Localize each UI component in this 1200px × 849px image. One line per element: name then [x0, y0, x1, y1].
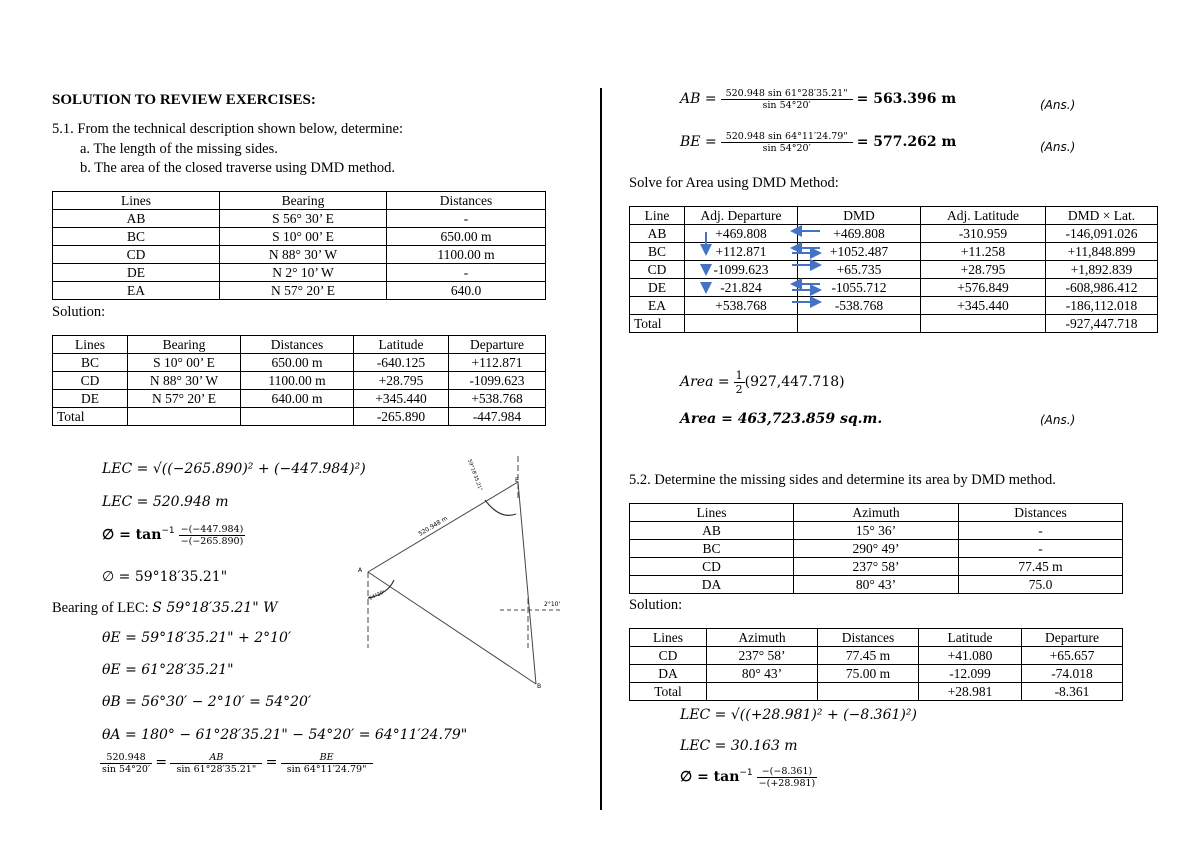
- cell: Total: [630, 315, 685, 333]
- cell: -265.890: [354, 408, 449, 426]
- cell: +469.808: [798, 225, 921, 243]
- cell: +538.768: [685, 297, 798, 315]
- answer-tag-be: (Ans.): [1040, 140, 1076, 154]
- table-row: [53, 372, 546, 390]
- column-divider: [600, 88, 602, 810]
- eq-area-result: Area = 463,723.859 sq.m.: [680, 411, 883, 427]
- cell: +41.080: [919, 647, 1022, 665]
- cell: CD: [53, 372, 128, 390]
- be-num: 520.948 sin 64°11′24.79": [721, 131, 853, 143]
- cell: -640.125: [354, 354, 449, 372]
- cell: 1100.00 m: [241, 372, 354, 390]
- cell: DA: [630, 665, 707, 683]
- diagram-label-angle: 2°10': [544, 601, 561, 608]
- table-azimuth-description: [629, 503, 1123, 594]
- cell: AB: [53, 210, 220, 228]
- cell: N 2° 10’ W: [220, 264, 387, 282]
- cell: +28.981: [919, 683, 1022, 701]
- answer-tag-area: (Ans.): [1040, 413, 1076, 427]
- cell: -1099.623: [449, 372, 546, 390]
- eq-area-half: [680, 369, 845, 396]
- cell: 640.00 m: [241, 390, 354, 408]
- table-row: [53, 408, 546, 426]
- cell: +345.440: [354, 390, 449, 408]
- diagram-label-top: 59°18'35.21": [466, 458, 484, 492]
- cell: +1,892.839: [1046, 261, 1158, 279]
- th: Departure: [1022, 629, 1123, 647]
- cell: 290° 49’: [794, 540, 959, 558]
- question-5-1: 5.1. From the technical description shown below, determine:: [52, 121, 404, 137]
- th: Latitude: [919, 629, 1022, 647]
- table-row: [630, 683, 1123, 701]
- th-lines: Lines: [53, 192, 220, 210]
- table-row: [630, 665, 1123, 683]
- cell: 650.00 m: [387, 228, 546, 246]
- answer-tag-ab: (Ans.): [1040, 98, 1076, 112]
- diagram-label-lec: 520.948 m: [417, 514, 449, 538]
- cell: Total: [53, 408, 128, 426]
- eq-theta-e1: θE = 59°18′35.21" + 2°10′: [102, 630, 292, 646]
- cell: 77.45 m: [959, 558, 1123, 576]
- cell: DE: [53, 390, 128, 408]
- line-eb: [518, 482, 536, 684]
- eq-lec-formula: LEC = √((−265.890)² + (−447.984)²): [102, 461, 366, 477]
- cell: -146,091.026: [1046, 225, 1158, 243]
- cell: [921, 315, 1046, 333]
- cell: 75.00 m: [818, 665, 919, 683]
- cell: 75.0: [959, 576, 1123, 594]
- table-row: [630, 522, 1123, 540]
- eq-bearing-of-lec: [52, 600, 278, 617]
- cell: -: [387, 210, 546, 228]
- cell: -538.768: [798, 297, 921, 315]
- table-row: [53, 228, 546, 246]
- cell: +345.440: [921, 297, 1046, 315]
- table-latitude-departure: [52, 335, 546, 426]
- cell: [128, 408, 241, 426]
- cell: Total: [630, 683, 707, 701]
- phi2-num: −(−8.361): [757, 766, 818, 778]
- ratio-num-1: 520.948: [100, 752, 152, 764]
- cell: -12.099: [919, 665, 1022, 683]
- ratio-den-2: sin 61°28′35.21": [176, 764, 257, 775]
- eq-phi-fraction: [102, 524, 245, 547]
- cell: -1099.623: [685, 261, 798, 279]
- cell: +11.258: [921, 243, 1046, 261]
- cell: 640.0: [387, 282, 546, 300]
- cell: BC: [630, 540, 794, 558]
- eq-phi-fraction-2: [680, 766, 817, 789]
- th: Distances: [818, 629, 919, 647]
- th: Distances: [241, 336, 354, 354]
- cell: +469.808: [685, 225, 798, 243]
- dmd-arrows: [680, 224, 840, 316]
- cell: [707, 683, 818, 701]
- cell: DE: [53, 264, 220, 282]
- eq-sine-law-ratio: $\frac{520.948}{\sin 54^\circ 20'}$ = $\frac{AB}{\sin 61^\circ 28'35.21"}$ = $\frac{BE}{\sin 64^\circ 11'24.79"}$: [100, 752, 373, 775]
- table-row: [630, 540, 1123, 558]
- question-5-1-a: a. The length of the missing sides.: [80, 141, 278, 157]
- phi2-prefix: ∅ = tan: [680, 769, 740, 786]
- area1-lhs: Area =: [680, 374, 730, 391]
- eq-lec-formula-2: LEC = √((+28.981)² + (−8.361)²): [680, 707, 917, 723]
- angle-arc-e: [485, 500, 516, 515]
- be-result: = 577.262 m: [856, 134, 957, 151]
- solve-dmd-label: Solve for Area using DMD Method:: [629, 175, 839, 191]
- cell: +112.871: [449, 354, 546, 372]
- cell: +65.735: [798, 261, 921, 279]
- th: Bearing: [128, 336, 241, 354]
- area1-den: 2: [735, 383, 743, 396]
- page-heading: SOLUTION TO REVIEW EXERCISES:: [52, 92, 316, 108]
- cell: N 88° 30’ W: [128, 372, 241, 390]
- th: Lines: [630, 629, 707, 647]
- solution-label-2: Solution:: [629, 597, 683, 613]
- cell: -1055.712: [798, 279, 921, 297]
- eq-phi-sup: −1: [161, 525, 175, 536]
- cell: AB: [630, 225, 685, 243]
- table-row: [53, 246, 546, 264]
- cell: S 10° 00’ E: [220, 228, 387, 246]
- bearing-lec-label: Bearing of LEC:: [52, 600, 153, 616]
- th: Adj. Departure: [685, 207, 798, 225]
- th-bearing: Bearing: [220, 192, 387, 210]
- cell: EA: [630, 297, 685, 315]
- cell: CD: [630, 261, 685, 279]
- ratio-num-2: AB: [170, 752, 262, 764]
- cell: S 56° 30’ E: [220, 210, 387, 228]
- table-latitude-departure-2: [629, 628, 1123, 701]
- cell: [685, 315, 798, 333]
- eq-phi-prefix: ∅ = tan: [102, 527, 162, 544]
- cell: +28.795: [921, 261, 1046, 279]
- table-row: [630, 315, 1158, 333]
- ab-den: sin 54°20′: [762, 100, 811, 111]
- cell: EA: [53, 282, 220, 300]
- diagram-label-e: E: [515, 477, 519, 484]
- cell: +112.871: [685, 243, 798, 261]
- table-row: [630, 576, 1123, 594]
- area1-rhs: (927,447.718): [744, 374, 845, 391]
- th: Departure: [449, 336, 546, 354]
- cell: CD: [630, 558, 794, 576]
- th: Lines: [53, 336, 128, 354]
- eq-theta-a: θA = 180° − 61°28′35.21" − 54°20′ = 64°11′24.79": [102, 727, 468, 743]
- cell: 237° 58’: [707, 647, 818, 665]
- cell: -: [959, 540, 1123, 558]
- cell: DE: [630, 279, 685, 297]
- cell: 650.00 m: [241, 354, 354, 372]
- th: Distances: [959, 504, 1123, 522]
- cell: 1100.00 m: [387, 246, 546, 264]
- cell: AB: [630, 522, 794, 540]
- diagram-label-b: B: [537, 683, 542, 690]
- th: DMD × Lat.: [1046, 207, 1158, 225]
- cell: +576.849: [921, 279, 1046, 297]
- th: DMD: [798, 207, 921, 225]
- cell: -310.959: [921, 225, 1046, 243]
- cell: -: [959, 522, 1123, 540]
- eq-theta-b: θB = 56°30′ − 2°10′ = 54°20′: [102, 694, 312, 710]
- cell: [798, 315, 921, 333]
- cell: N 57° 20’ E: [128, 390, 241, 408]
- cell: -927,447.718: [1046, 315, 1158, 333]
- th: Azimuth: [707, 629, 818, 647]
- cell: 80° 43’: [794, 576, 959, 594]
- cell: CD: [53, 246, 220, 264]
- cell: N 88° 30’ W: [220, 246, 387, 264]
- cell: 80° 43’: [707, 665, 818, 683]
- cell: -186,112.018: [1046, 297, 1158, 315]
- cell: -8.361: [1022, 683, 1123, 701]
- be-den: sin 54°20′: [762, 143, 811, 154]
- cell: 15° 36’: [794, 522, 959, 540]
- eq-ab-length: [680, 88, 956, 111]
- th: Lines: [630, 504, 794, 522]
- cell: +11,848.899: [1046, 243, 1158, 261]
- cell: 77.45 m: [818, 647, 919, 665]
- cell: 237° 58’: [794, 558, 959, 576]
- cell: -447.984: [449, 408, 546, 426]
- ab-result: = 563.396 m: [856, 91, 957, 108]
- th: Adj. Latitude: [921, 207, 1046, 225]
- ab-num: 520.948 sin 61°28′35.21": [721, 88, 853, 100]
- th: Azimuth: [794, 504, 959, 522]
- bearing-lec-value: S 59°18′35.21" W: [152, 600, 278, 616]
- cell: -608,986.412: [1046, 279, 1158, 297]
- diagram-label-a-angle: 64°20': [368, 589, 386, 602]
- table-row: [53, 264, 546, 282]
- table-row: [53, 390, 546, 408]
- cell: +65.657: [1022, 647, 1123, 665]
- table-row: [53, 354, 546, 372]
- cell: -21.824: [685, 279, 798, 297]
- cell: BC: [630, 243, 685, 261]
- ab-lhs: AB =: [680, 91, 717, 108]
- eq-phi-value: ∅ = 59°18′35.21": [102, 569, 228, 585]
- table-row: [630, 558, 1123, 576]
- ratio-den-3: sin 64°11′24.79": [286, 764, 367, 775]
- eq-lec-value-2: LEC = 30.163 m: [680, 738, 798, 754]
- phi2-sup: −1: [739, 767, 753, 778]
- table-technical-description: [52, 191, 546, 300]
- cell: +28.795: [354, 372, 449, 390]
- be-lhs: BE =: [680, 134, 717, 151]
- cell: -: [387, 264, 546, 282]
- ratio-den-1: sin 54°20′: [102, 764, 151, 775]
- table-row: [630, 647, 1123, 665]
- th: Latitude: [354, 336, 449, 354]
- th-distances: Distances: [387, 192, 546, 210]
- cell: BC: [53, 228, 220, 246]
- th: Line: [630, 207, 685, 225]
- diagram-label-a: A: [358, 567, 363, 574]
- cell: [818, 683, 919, 701]
- question-5-2: 5.2. Determine the missing sides and determine its area by DMD method.: [629, 472, 1056, 488]
- cell: [241, 408, 354, 426]
- table-row: [53, 282, 546, 300]
- cell: +538.768: [449, 390, 546, 408]
- traverse-diagram: [350, 448, 580, 693]
- line-ae: [368, 482, 518, 572]
- phi2-den: −(+28.981): [758, 778, 816, 789]
- eq-theta-e2: θE = 61°28′35.21": [102, 662, 234, 678]
- eq-phi-den: −(−265.890): [180, 536, 244, 547]
- eq-lec-value: LEC = 520.948 m: [102, 494, 229, 510]
- cell: DA: [630, 576, 794, 594]
- ratio-num-3: BE: [281, 752, 373, 764]
- line-ab: [368, 572, 536, 684]
- table-row: [53, 210, 546, 228]
- cell: S 10° 00’ E: [128, 354, 241, 372]
- cell: BC: [53, 354, 128, 372]
- cell: -74.018: [1022, 665, 1123, 683]
- cell: CD: [630, 647, 707, 665]
- eq-be-length: [680, 131, 956, 154]
- eq-phi-num: −(−447.984): [180, 524, 244, 535]
- question-5-1-b: b. The area of the closed traverse using DMD method.: [80, 160, 396, 176]
- area1-num: 1: [735, 369, 743, 382]
- cell: +1052.487: [798, 243, 921, 261]
- cell: N 57° 20’ E: [220, 282, 387, 300]
- solution-label: Solution:: [52, 304, 106, 320]
